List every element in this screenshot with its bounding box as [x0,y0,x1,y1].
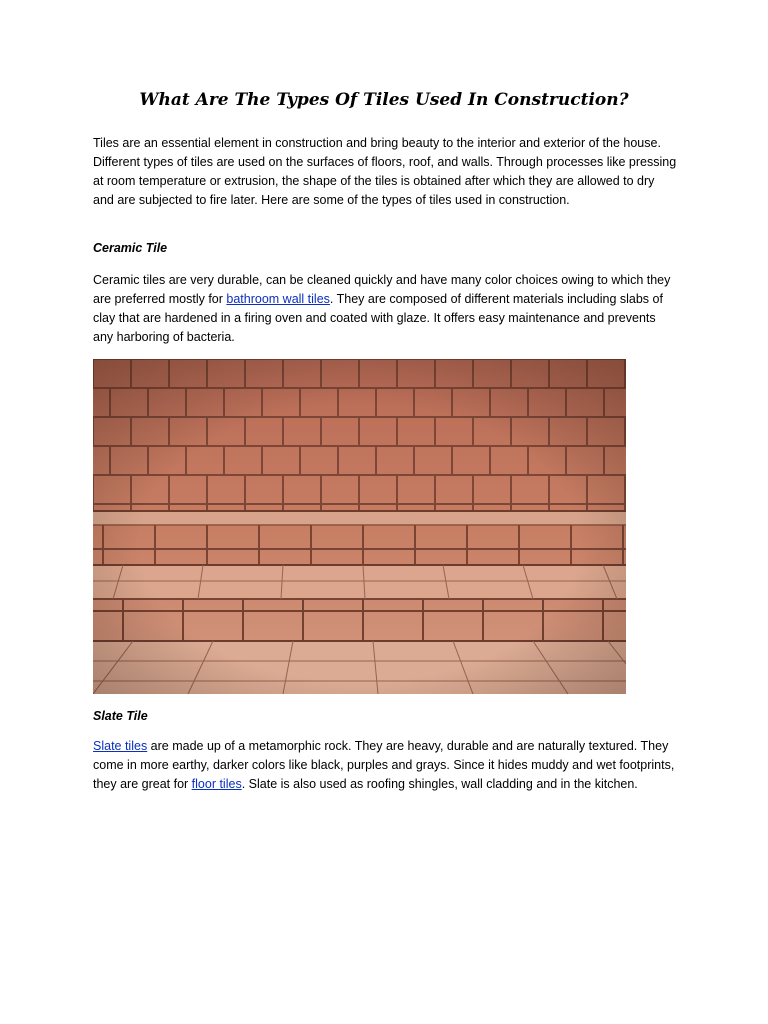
slate-paragraph [93,737,678,794]
ceramic-text-end: . They are composed of different materials including slabs of clay that are hardened in a firing oven and coated with glaze. It offers easy maintenance and prevents any harboring of bacteria. [93,292,663,344]
slate-text-end: . Slate is also used as roofing shingles, wall cladding and in the kitchen. [241,777,638,791]
ceramic-tiles-image [93,359,626,694]
document-title: What Are The Types Of Tiles Used In Construction? [139,90,629,110]
slate-tile-heading: Slate Tile [93,709,148,723]
bathroom-wall-tiles-link[interactable]: bathroom wall tiles [226,292,330,306]
ceramic-paragraph [93,271,678,347]
ceramic-tile-heading: Ceramic Tile [93,241,168,255]
slate-text-middle: are made up of a metamorphic rock. They are heavy, durable and are naturally textured. They come in more earthy, darker colors like black, purples and grays. Since it hides muddy and wet footprints, they are great for [93,739,675,791]
floor-tiles-link[interactable]: floor tiles [191,777,242,791]
slate-tiles-link[interactable]: Slate tiles [93,739,148,753]
ceramic-text-start: Ceramic tiles are very durable, can be cleaned quickly and have many color choices owing to which they are preferred mostly for [93,273,671,306]
intro-paragraph: Tiles are an essential element in construction and bring beauty to the interior and exterior of the house. Different types of tiles are used on the surfaces of floors, roof, and walls. Through processes like pressing at room temperature or extrusion, the shape of the tiles is obtained after which they are allowed to dry and are subjected to fire later. Here are some of the types of tiles used in construction. [93,136,677,207]
